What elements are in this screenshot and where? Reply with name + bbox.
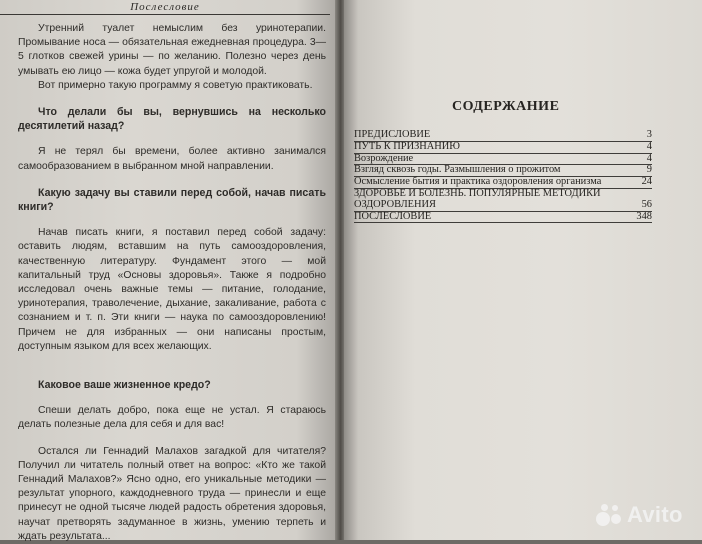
toc-entry-page: 4 xyxy=(646,140,652,152)
toc-entry-label: ПРЕДИСЛОВИЕ xyxy=(354,129,431,140)
toc-entry-label: Возрождение xyxy=(354,152,414,164)
toc-entry-label: ПУТЬ К ПРИЗНАНИЮ xyxy=(354,140,460,152)
toc-entry xyxy=(354,189,652,212)
toc-entry-page: 9 xyxy=(646,164,652,176)
paragraph: Начав писать книги, я поставил перед собой задачу: оставить людям, вставшим на путь самооздоровления, качественную литературу. Фундамент этого — мой капитальный труд «Основы здоровья». Также я подробно исследовал очень важные темы — питание, голодание, уринотерапия, траволечение, дыхание, закаливание, работа с сознанием и т. п. Эти книги — наука по самооздоровлению! Причем не для избранных — они написаны простым, доступным языком для всех желающих. xyxy=(18,227,326,352)
question-heading: Какую задачу вы ставили перед собой, начав писать книги? xyxy=(18,186,326,214)
paragraph: Вот примерно такую программу я советую практиковать. xyxy=(38,79,313,91)
toc-entry xyxy=(354,212,652,224)
toc-entry-page: 24 xyxy=(641,176,652,188)
toc-entry-page: 56 xyxy=(641,198,652,210)
toc-entry-label: Осмысление бытия и практика оздоровления организма xyxy=(354,176,602,188)
toc-entry-label: ЗДОРОВЬЕ И БОЛЕЗНЬ. ПОПУЛЯРНЫЕ МЕТОДИКИ ОЗДОРОВЛЕНИЯ xyxy=(354,187,601,210)
table-of-contents xyxy=(354,130,652,223)
watermark-text: Avito xyxy=(627,502,683,527)
paragraph: Остался ли Геннадий Малахов загадкой для читателя? Получил ли читатель полный ответ на вопрос: «Кто же такой Геннадий Малахов?» Ясно одно, его уникальные методики — результат упорного, каждодневного труда — принесли и еще принесут не одной тысяче людей радость обретения здоровья, научат претворять задуманное в жизнь, умению терпеть и ждать результата... xyxy=(18,445,326,542)
left-page-text xyxy=(18,22,326,544)
left-page xyxy=(0,0,337,540)
toc-entry-page: 3 xyxy=(646,129,652,140)
question-heading: Каковое ваше жизненное кредо? xyxy=(38,379,211,392)
toc-entry-page: 348 xyxy=(636,210,652,222)
toc-title: СОДЕРЖАНИЕ xyxy=(452,99,560,114)
paragraph: Я не терял бы времени, более активно занимался самообразованием в выбранном мной направлении. xyxy=(18,146,326,172)
paragraph: Утренний туалет немыслим без уринотерапии. Промывание носа — обязательная ежедневная процедура. 3—5 глотков свежей урины — по желанию. Полезно через день умывать ею лицо — кожа будет упругой и молодой. xyxy=(18,23,326,77)
question-heading: Что делали бы вы, вернувшись на несколько десятилетий назад? xyxy=(18,106,326,133)
paragraph: Спеши делать добро, пока еще не устал. Я стараюсь делать полезные дела для себя и для вас! xyxy=(18,405,326,431)
avito-watermark xyxy=(596,502,683,528)
running-head: Послесловие xyxy=(0,0,330,15)
avito-dots-icon xyxy=(596,503,622,527)
toc-entry-label: Взгляд сквозь годы. Размышления о прожитом xyxy=(354,164,561,176)
toc-entry-label: ПОСЛЕСЛОВИЕ xyxy=(354,210,432,222)
right-page xyxy=(344,0,702,540)
toc-entry-page: 4 xyxy=(646,152,652,164)
